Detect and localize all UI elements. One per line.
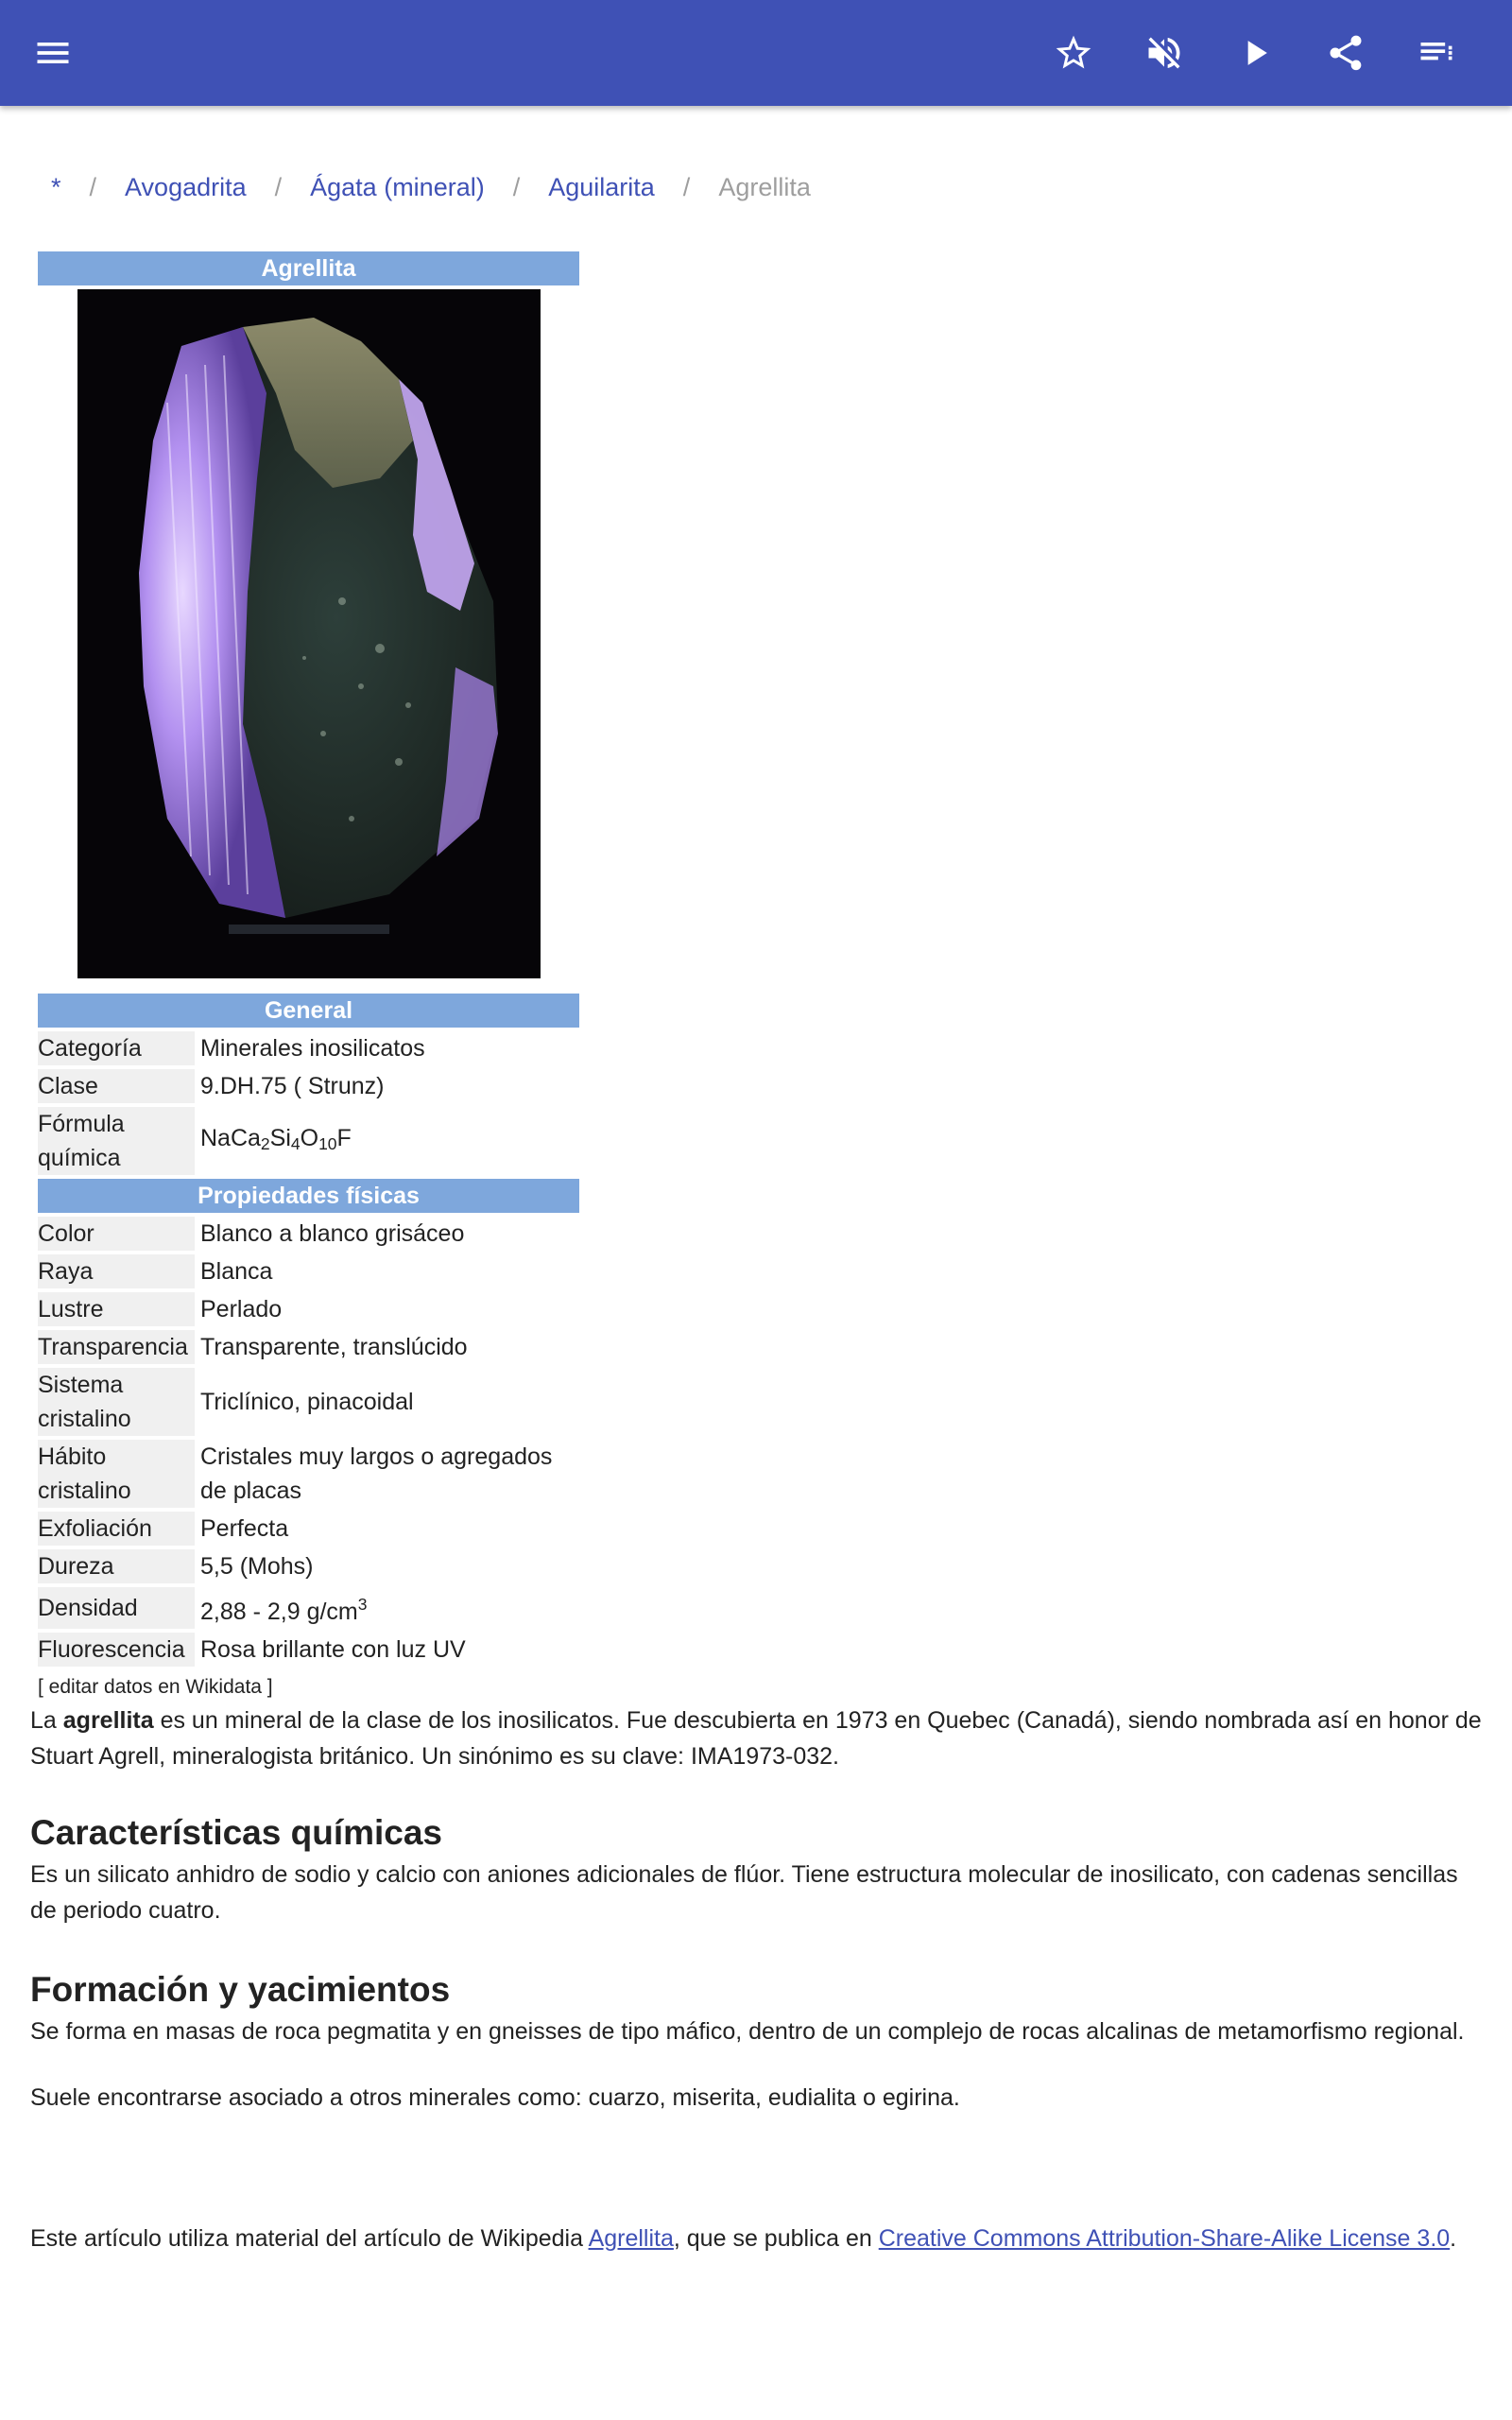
density-value: 2,88 - 2,9 g/cm — [200, 1599, 358, 1625]
infobox-label: Dureza — [38, 1549, 195, 1583]
formula-part: F — [336, 1125, 352, 1151]
infobox-label: Exfoliación — [38, 1512, 195, 1546]
app-bar — [0, 0, 1512, 106]
breadcrumb-current: Agrellita — [718, 172, 811, 201]
section-chemical — [30, 1811, 1486, 1928]
infobox-value: Blanca — [200, 1258, 273, 1285]
infobox-value: Triclínico, pinacoidal — [200, 1389, 414, 1415]
infobox-label: Transparencia — [38, 1330, 195, 1364]
breadcrumb — [51, 166, 811, 208]
infobox-row — [38, 1292, 579, 1326]
play-icon — [1234, 32, 1276, 74]
section-title-chemical: Características químicas — [30, 1813, 443, 1852]
formula-subscript: 10 — [318, 1134, 337, 1153]
formula-part: Si — [269, 1125, 291, 1151]
formula-subscript: 2 — [260, 1134, 270, 1153]
infobox-row — [38, 1107, 579, 1175]
section-text-formation-2: Suele encontrarse asociado a otros minerales como: cuarzo, miserita, eudialita o egirina. — [30, 2084, 960, 2111]
mineral-photo[interactable] — [77, 289, 541, 978]
infobox-value: Minerales inosilicatos — [200, 1035, 425, 1062]
section-text-formation: Se forma en masas de roca pegmatita y en gneisses de tipo máfico, dentro de un complejo de rocas alcalinas de metamorfismo regional. — [30, 2018, 1465, 2045]
section-formation — [30, 1968, 1486, 2116]
breadcrumb-separator: / — [89, 172, 97, 201]
wikidata-edit-link[interactable]: [ editar datos en Wikidata ] — [38, 1676, 273, 1698]
infobox-value: Perfecta — [200, 1515, 289, 1542]
license-paragraph — [30, 2221, 1486, 2256]
wikipedia-source-link[interactable]: Agrellita — [588, 2225, 674, 2252]
infobox-value: Transparente, translúcido — [200, 1334, 468, 1360]
menu-button[interactable] — [23, 23, 83, 83]
breadcrumb-link-avogadrita[interactable]: Avogadrita — [125, 172, 247, 201]
play-button[interactable] — [1225, 23, 1285, 83]
infobox-label: Fórmula química — [38, 1107, 195, 1175]
breadcrumb-separator: / — [512, 172, 521, 201]
mute-button[interactable] — [1134, 23, 1194, 83]
footer-text: , que se publica en — [673, 2225, 879, 2252]
article-footer — [30, 2221, 1486, 2256]
infobox-value: Rosa brillante con luz UV — [200, 1636, 466, 1663]
infobox-title: Agrellita — [38, 251, 579, 285]
infobox-label: Hábito cristalino — [38, 1440, 195, 1508]
infobox-row — [38, 1254, 579, 1288]
infobox-row — [38, 1069, 579, 1103]
section-text-chemical: Es un silicato anhidro de sodio y calcio con aniones adicionales de flúor. Tiene estructura molecular de inosilicato, con cadenas sencillas de periodo cuatro. — [30, 1861, 1458, 1924]
footer-text: . — [1450, 2225, 1457, 2252]
infobox-row — [38, 1587, 579, 1629]
infobox-row — [38, 1330, 579, 1364]
breadcrumb-link-aguilarita[interactable]: Aguilarita — [548, 172, 655, 201]
infobox-row — [38, 1512, 579, 1546]
infobox-value — [195, 1587, 579, 1629]
infobox-row — [38, 1633, 579, 1667]
infobox — [38, 251, 579, 1704]
infobox-row — [38, 1368, 579, 1436]
section-title-formation: Formación y yacimientos — [30, 1970, 451, 2009]
infobox-value: Cristales muy largos o agregados de placas — [200, 1443, 553, 1504]
star-outline-icon — [1053, 32, 1094, 74]
infobox-section-physical: Propiedades físicas — [38, 1179, 579, 1213]
menu-icon — [32, 32, 74, 74]
infobox-label: Densidad — [38, 1587, 195, 1629]
article-intro — [30, 1703, 1486, 1774]
playlist-button[interactable] — [1406, 23, 1467, 83]
infobox-label: Color — [38, 1217, 195, 1251]
infobox-label: Raya — [38, 1254, 195, 1288]
infobox-row — [38, 1031, 579, 1065]
infobox-row — [38, 1217, 579, 1251]
license-link[interactable]: Creative Commons Attribution-Share-Alike License 3.0 — [878, 2225, 1451, 2252]
infobox-value: Perlado — [200, 1296, 283, 1322]
infobox-section-general: General — [38, 994, 579, 1028]
infobox-value: Blanco a blanco grisáceo — [200, 1220, 465, 1247]
intro-text: La — [30, 1707, 63, 1734]
breadcrumb-separator: / — [682, 172, 691, 201]
footer-text: Este artículo utiliza material del artículo de Wikipedia — [30, 2225, 589, 2252]
intro-paragraph — [30, 1703, 1486, 1774]
infobox-label: Clase — [38, 1069, 195, 1103]
breadcrumb-link-root[interactable]: * — [51, 172, 61, 201]
infobox-row — [38, 1440, 579, 1508]
infobox-value: 5,5 (Mohs) — [200, 1553, 314, 1580]
infobox-label: Categoría — [38, 1031, 195, 1065]
favorite-button[interactable] — [1043, 23, 1104, 83]
intro-bold-term: agrellita — [62, 1707, 154, 1734]
breadcrumb-link-agata[interactable]: Ágata (mineral) — [310, 172, 485, 201]
density-superscript: 3 — [357, 1595, 368, 1614]
infobox-row — [38, 1549, 579, 1583]
breadcrumb-separator: / — [274, 172, 283, 201]
chemical-formula — [195, 1107, 579, 1175]
volume-off-icon — [1143, 32, 1185, 74]
share-icon — [1325, 32, 1366, 74]
intro-text: es un mineral de la clase de los inosilicatos. Fue descubierta en 1973 en Quebec (Canadá), siendo nombrada así en honor de Stuart Agrell, mineralogista británico. Un sinónimo es su clave: IMA1973-032. — [30, 1707, 1482, 1770]
infobox-label: Sistema cristalino — [38, 1368, 195, 1436]
formula-part: NaCa — [200, 1125, 261, 1151]
infobox-label: Lustre — [38, 1292, 195, 1326]
infobox-label: Fluorescencia — [38, 1633, 195, 1667]
formula-part: O — [300, 1125, 319, 1151]
playlist-icon — [1416, 32, 1457, 74]
share-button[interactable] — [1315, 23, 1376, 83]
formula-subscript: 4 — [290, 1134, 301, 1153]
infobox-value: 9.DH.75 ( Strunz) — [200, 1073, 385, 1099]
